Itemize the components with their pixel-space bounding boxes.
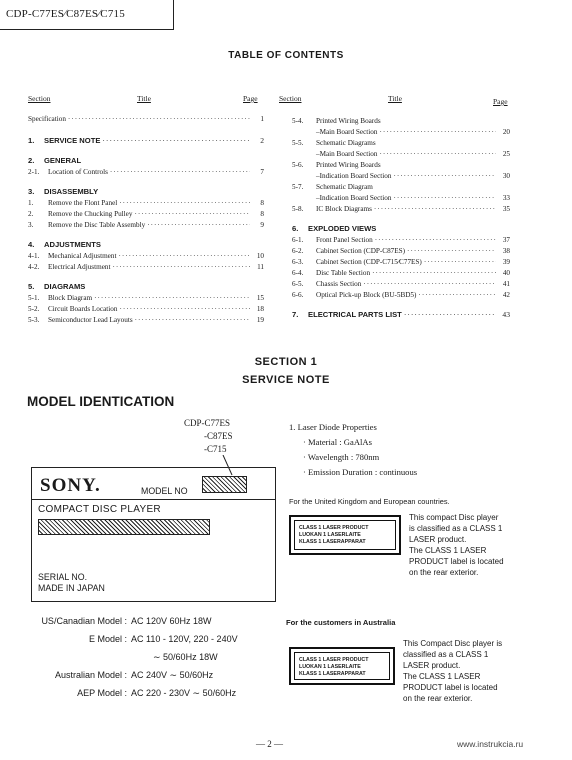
model-name: -C715 — [204, 444, 227, 454]
uk-laser-sticker: CLASS 1 LASER PRODUCT LUOKAN 1 LASERLAITE KLASS 1 LASERAPPARAT — [289, 515, 401, 555]
aus-laser-sticker: CLASS 1 LASER PRODUCT LUOKAN 1 LASERLAITE KLASS 1 LASERAPPARAT — [289, 647, 395, 685]
col-section-right: Section — [279, 94, 302, 103]
model-name: CDP-C77ES — [184, 418, 231, 428]
model-list — [184, 417, 233, 456]
toc-entry[interactable]: 2. Remove the Chucking Pulley ····· 8 — [28, 209, 264, 220]
model-no-field — [202, 476, 247, 493]
rating-row: ∼ 50/60Hz 18W — [153, 652, 218, 662]
toc-right-column — [292, 116, 510, 321]
col-page-left: Page — [243, 94, 258, 103]
toc-entry[interactable]: 5-4. Printed Wiring Boards — [292, 117, 381, 125]
section-number: SECTION 1 — [254, 356, 318, 368]
uk-heading: For the United Kingdom and European countries. — [289, 497, 450, 506]
toc-left-column — [28, 114, 264, 326]
toc-section[interactable]: 4. ADJUSTMENTS — [28, 240, 101, 249]
toc-entry[interactable]: 5-3. Semiconductor Lead Layouts ····· 19 — [28, 315, 264, 326]
rating-row: US/Canadian Model : AC 120V 60Hz 18W — [41, 616, 212, 626]
model-identification-heading: MODEL IDENTICATION — [27, 394, 175, 409]
toc-entry[interactable]: 5-5. Schematic Diagrams — [292, 139, 376, 147]
col-page-right: Page — [493, 97, 508, 106]
col-section-left: Section — [28, 94, 51, 103]
toc-entry[interactable]: 6-3. Cabinet Section (CDP-C715∕C77ES) ····· 39 — [292, 257, 510, 268]
toc-entry[interactable]: 6-6. Optical Pick-up Block (BU-5BD5) ····· 42 — [292, 290, 510, 301]
rating-row: Australian Model : AC 240V ∼ 50/60Hz — [54, 670, 214, 680]
toc-section[interactable]: 2. GENERAL — [28, 156, 82, 165]
laser-emission: · Emission Duration : continuous — [303, 467, 418, 477]
rating-row: AEP Model : AC 220 - 230V ∼ 50/60Hz — [77, 688, 237, 698]
made-in-label: MADE IN JAPAN — [38, 583, 105, 593]
toc-entry[interactable]: 4-2. Electrical Adjustment ····· 11 — [28, 262, 264, 273]
aus-note: This Compact Disc player is classified as a CLASS 1 LASER product. The CLASS 1 LASER PRODUCT label is located on the rear exterior. — [403, 639, 503, 703]
laser-title: 1. Laser Diode Properties — [289, 422, 377, 432]
toc-entry[interactable]: –Main Board Section ····· 25 — [292, 149, 510, 160]
uk-note: This compact Disc player is classified as a CLASS 1 LASER product. The CLASS 1 LASER PRODUCT label is located on the rear exterior. — [409, 513, 504, 577]
toc-section[interactable]: 5. DIAGRAMS — [28, 282, 86, 291]
header-box — [0, 0, 174, 30]
toc-title: TABLE OF CONTENTS — [228, 50, 344, 61]
watermark-site[interactable]: www.instrukcia.ru — [457, 739, 524, 749]
sony-logo: SONY. — [40, 475, 101, 496]
toc-entry[interactable]: 1. Remove the Flont Panel ····· 8 — [28, 198, 264, 209]
section-title: SERVICE NOTE — [242, 374, 330, 386]
toc-entry[interactable]: Specification ····· 1 — [28, 114, 264, 125]
toc-entry[interactable]: –Indication Board Section ····· 33 — [292, 193, 510, 204]
power-ratings — [32, 616, 272, 706]
toc-entry[interactable]: –Main Board Section ····· 20 — [292, 127, 510, 138]
product-name: COMPACT DISC PLAYER — [38, 504, 161, 515]
col-title-right: Title — [388, 94, 402, 103]
toc-entry[interactable]: 5-6. Printed Wiring Boards — [292, 161, 381, 169]
aus-heading: For the customers in Australia — [286, 618, 396, 627]
toc-entry[interactable]: 2-1. Location of Controls ····· 7 — [28, 167, 264, 178]
page-number: — 2 — — [256, 739, 283, 749]
laser-wavelength: · Wavelength : 780nm — [303, 452, 380, 462]
toc-section[interactable]: 6. EXPLODED VIEWS — [292, 224, 377, 233]
model-no-label: MODEL NO — [141, 486, 188, 496]
toc-section[interactable]: 1. SERVICE NOTE ····· 2 — [28, 135, 264, 147]
model-name: -C87ES — [204, 431, 233, 441]
toc-entry[interactable]: 4-1. Mechanical Adjustment ····· 10 — [28, 251, 264, 262]
toc-section[interactable]: 7. ELECTRICAL PARTS LIST ····· 43 — [292, 309, 510, 321]
model-code: CDP-C77ES∕C87ES∕C715 — [6, 8, 125, 20]
toc-entry[interactable]: –Indication Board Section ····· 30 — [292, 171, 510, 182]
laser-properties — [289, 420, 417, 480]
toc-section[interactable]: 3. DISASSEMBLY — [28, 187, 99, 196]
serial-label: SERIAL NO. — [38, 572, 88, 582]
rating-row: E Model : AC 110 - 120V, 220 - 240V — [88, 634, 238, 644]
toc-entry[interactable]: 6-1. Front Panel Section ····· 37 — [292, 235, 510, 246]
laser-material: · Material : GaAlAs — [303, 437, 372, 447]
serial-field — [38, 519, 210, 535]
toc-entry[interactable]: 5-2. Circuit Boards Location ····· 18 — [28, 304, 264, 315]
toc-entry[interactable]: 5-1. Block Diagram ····· 15 — [28, 293, 264, 304]
toc-entry[interactable]: 5-7. Schematic Diagram — [292, 183, 373, 191]
toc-entry[interactable]: 5-8. IC Block Diagrams ····· 35 — [292, 204, 510, 215]
toc-entry[interactable]: 6-2. Cabinet Section (CDP-C87ES) ····· 38 — [292, 246, 510, 257]
toc-entry[interactable]: 3. Remove the Disc Table Assembly ····· 9 — [28, 220, 264, 231]
toc-entry[interactable]: 6-5. Chassis Section ····· 41 — [292, 279, 510, 290]
col-title-left: Title — [137, 94, 151, 103]
label-divider — [31, 499, 276, 500]
toc-entry[interactable]: 6-4. Disc Table Section ····· 40 — [292, 268, 510, 279]
